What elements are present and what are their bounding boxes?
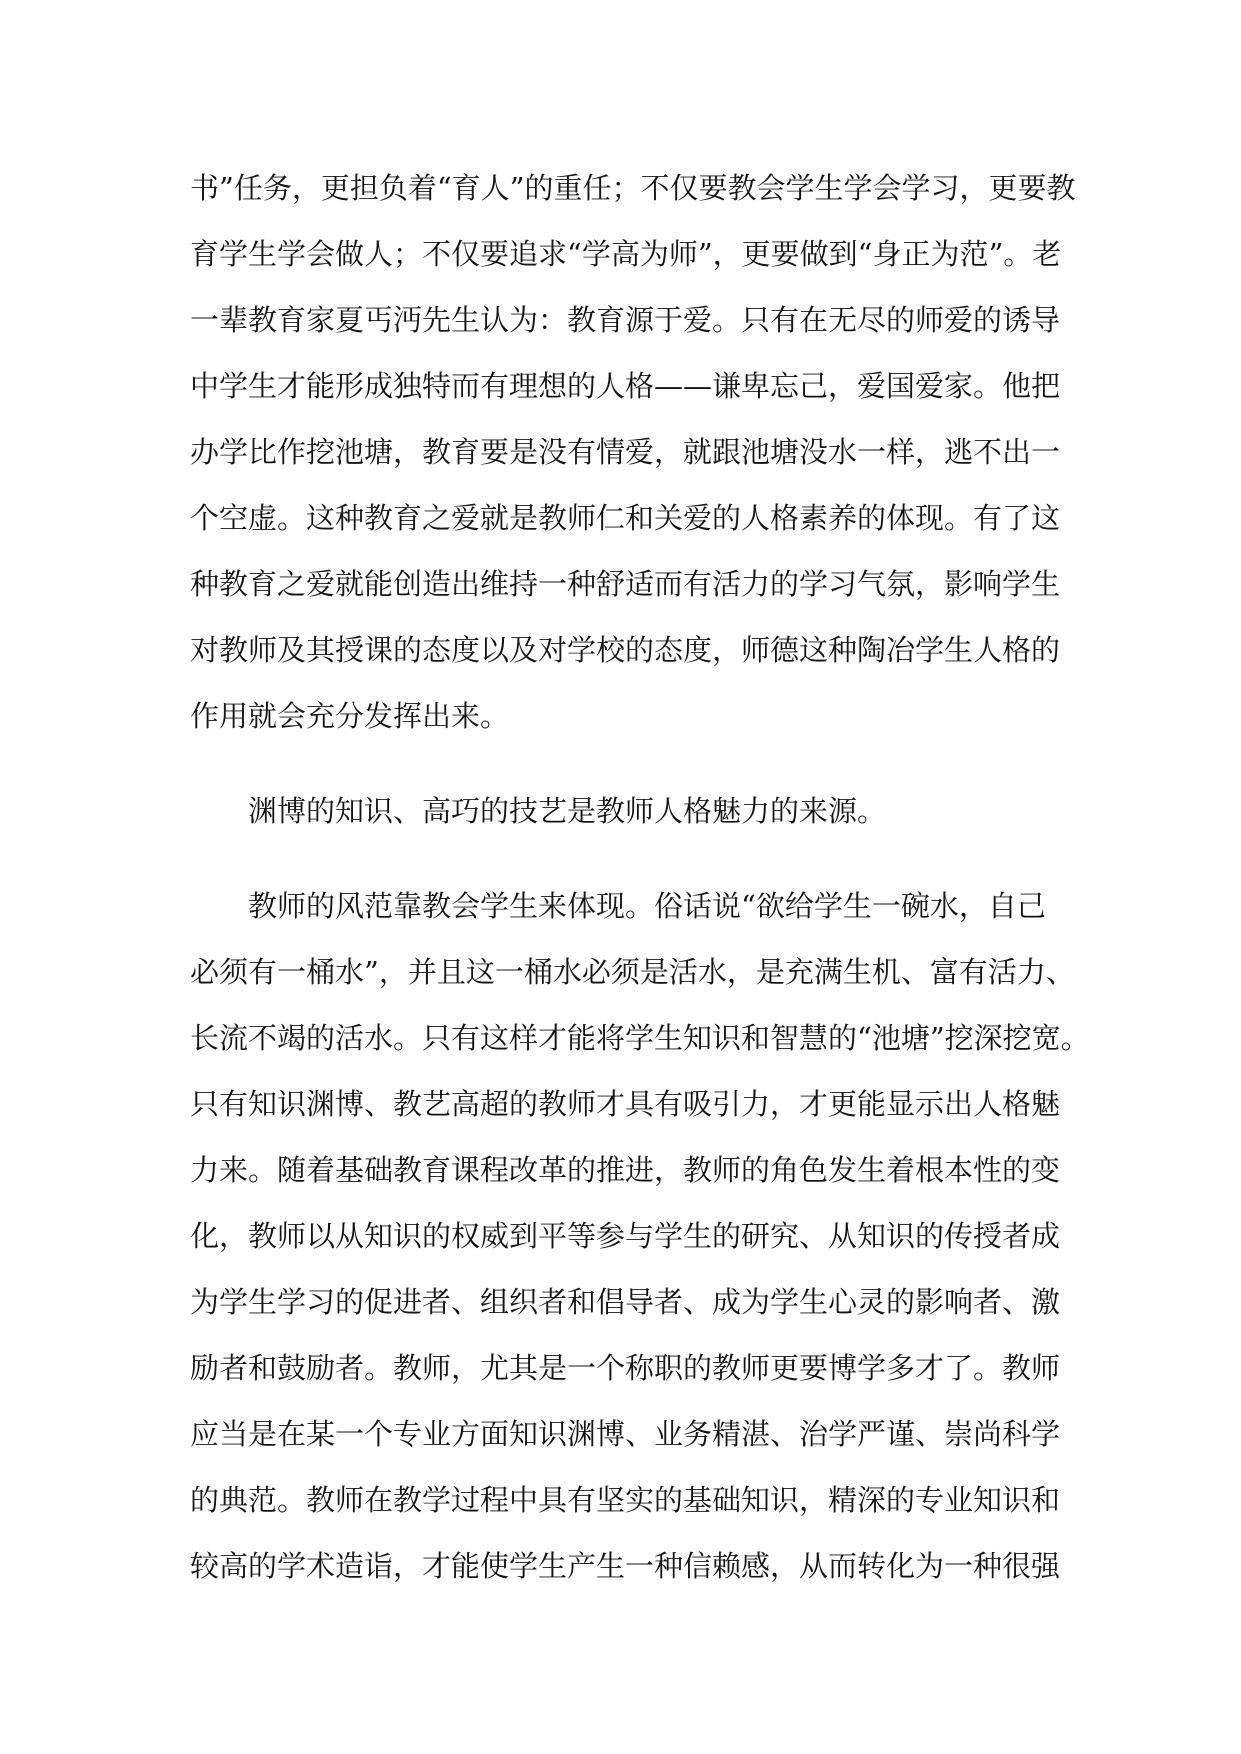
text-line: 应当是在某一个专业方面知识渊博、业务精湛、治学严谨、崇尚科学 [190,1417,1061,1451]
paragraph-2-heading [190,778,1070,844]
paragraph-1 [190,155,1076,749]
text-line: 办学比作挖池塘，教育要是没有情爱，就跟池塘没水一样，逃不出一 [190,435,1061,469]
text-line: 个空虚。这种教育之爱就是教师仁和关爱的人格素养的体现。有了这 [190,501,1061,535]
text-line: 化，教师以从知识的权威到平等参与学生的研究、从知识的传授者成 [190,1219,1061,1253]
text-line: 为学生学习的促进者、组织者和倡导者、成为学生心灵的影响者、激 [190,1285,1061,1319]
text-line: 只有知识渊博、教艺高超的教师才具有吸引力，才更能显示出人格魅 [190,1087,1061,1121]
text-line: 一辈教育家夏丐沔先生认为：教育源于爱。只有在无尽的师爱的诱导 [190,303,1061,337]
text-line: 对教师及其授课的态度以及对学校的态度，师德这种陶冶学生人格的 [190,633,1061,667]
paragraph-3 [190,873,1090,1599]
text-line: 励者和鼓励者。教师，尤其是一个称职的教师更要博学多才了。教师 [190,1351,1061,1385]
text-line: 作用就会充分发挥出来。 [190,699,510,733]
text-line: 必须有一桶水”，并且这一桶水必须是活水，是充满生机、富有活力、 [190,955,1075,989]
text-line: 书”任务，更担负着“育人”的重任；不仅要教会学生学会学习，更要教 [190,171,1076,205]
text-line: 种教育之爱就能创造出维持一种舒适而有活力的学习气氛，影响学生 [190,567,1061,601]
text-line: 渊博的知识、高巧的技艺是教师人格魅力的来源。 [248,794,887,828]
text-line: 教师的风范靠教会学生来体现。俗话说“欲给学生一碗水，自己 [248,889,1046,923]
text-line: 长流不竭的活水。只有这样才能将学生知识和智慧的“池塘”挖深挖宽。 [190,1021,1090,1055]
paragraph-spacer [190,844,1070,873]
document-page [190,155,1090,1599]
text-line: 中学生才能形成独特而有理想的人格——谦卑忘己，爱国爱家。他把 [190,369,1061,403]
paragraph-spacer [190,749,1070,778]
text-line: 育学生学会做人；不仅要追求“学高为师”，更要做到“身正为范”。老 [190,237,1062,271]
text-line: 较高的学术造诣，才能使学生产生一种信赖感，从而转化为一种很强 [190,1549,1061,1583]
text-line: 的典范。教师在教学过程中具有坚实的基础知识，精深的专业知识和 [190,1483,1061,1517]
text-line: 力来。随着基础教育课程改革的推进，教师的角色发生着根本性的变 [190,1153,1061,1187]
